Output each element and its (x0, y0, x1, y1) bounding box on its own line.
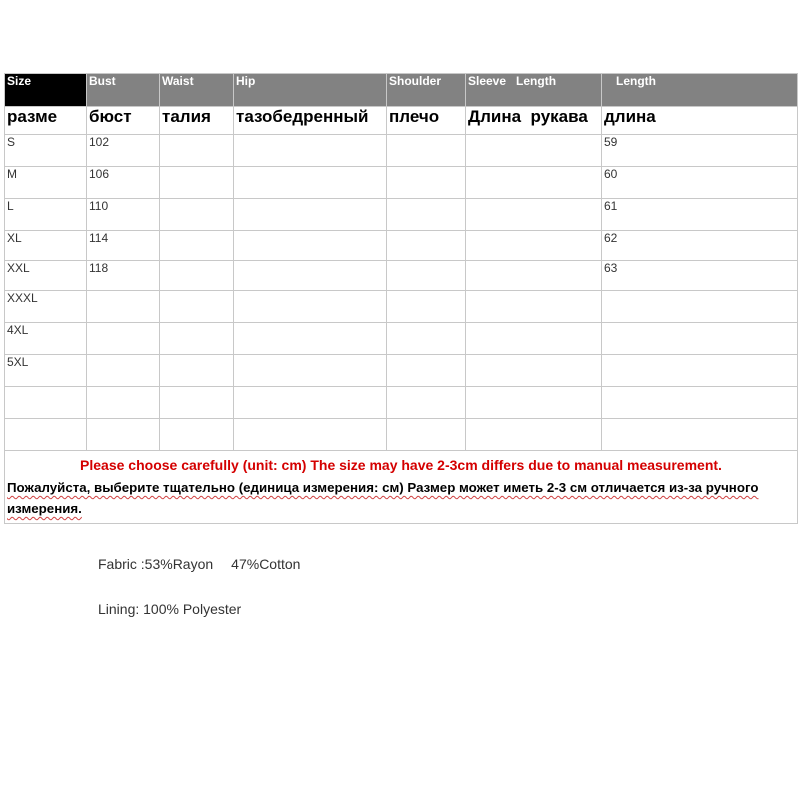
cell-waist (160, 167, 234, 199)
table-row (5, 355, 798, 387)
cell-sleeve-length (466, 135, 602, 167)
header-length: Length (602, 74, 798, 107)
cell-bust (87, 323, 160, 355)
cell-length (602, 419, 798, 451)
note-cell (5, 451, 798, 524)
cell-size: S (5, 135, 87, 167)
cell-length: 62 (602, 231, 798, 261)
header-ru-shoulder: плечо (387, 107, 466, 135)
cell-waist (160, 355, 234, 387)
table-row (5, 261, 798, 291)
cell-length (602, 291, 798, 323)
cell-size: XL (5, 231, 87, 261)
cell-hip (234, 135, 387, 167)
size-chart-table (4, 73, 798, 524)
header-size: Size (5, 74, 87, 107)
cell-shoulder (387, 261, 466, 291)
cell-sleeve-length (466, 355, 602, 387)
cell-bust (87, 355, 160, 387)
cell-hip (234, 355, 387, 387)
cell-waist (160, 291, 234, 323)
header-bust: Bust (87, 74, 160, 107)
cell-bust (87, 387, 160, 419)
cell-length: 60 (602, 167, 798, 199)
cell-shoulder (387, 291, 466, 323)
cell-bust: 102 (87, 135, 160, 167)
table-row (5, 387, 798, 419)
cell-size: 4XL (5, 323, 87, 355)
cell-waist (160, 231, 234, 261)
cell-shoulder (387, 387, 466, 419)
note-row (5, 451, 798, 524)
table-row (5, 199, 798, 231)
cell-hip (234, 419, 387, 451)
header-waist: Waist (160, 74, 234, 107)
cell-sleeve-length (466, 199, 602, 231)
cell-sleeve-length (466, 387, 602, 419)
cell-shoulder (387, 231, 466, 261)
cell-length: 61 (602, 199, 798, 231)
cell-sleeve-length (466, 231, 602, 261)
header-ru-length: длина (602, 107, 798, 135)
cell-sleeve-length (466, 419, 602, 451)
cell-sleeve-length (466, 261, 602, 291)
cell-waist (160, 199, 234, 231)
cell-bust (87, 419, 160, 451)
cell-shoulder (387, 167, 466, 199)
cell-bust: 114 (87, 231, 160, 261)
cell-waist (160, 261, 234, 291)
cell-size: XXXL (5, 291, 87, 323)
header-row-russian (5, 107, 798, 135)
table-row (5, 135, 798, 167)
table-row (5, 419, 798, 451)
cell-hip (234, 323, 387, 355)
cell-size: 5XL (5, 355, 87, 387)
table-row (5, 323, 798, 355)
fabric-rayon: Fabric :53%Rayon (98, 556, 214, 572)
cell-sleeve-length (466, 323, 602, 355)
cell-waist (160, 323, 234, 355)
cell-waist (160, 419, 234, 451)
header-ru-bust: бюст (87, 107, 160, 135)
cell-waist (160, 387, 234, 419)
table-row (5, 167, 798, 199)
cell-length (602, 355, 798, 387)
cell-size: M (5, 167, 87, 199)
cell-size (5, 387, 87, 419)
cell-bust: 110 (87, 199, 160, 231)
note-russian: Пожалуйста, выберите тщательно (единица измерения: см) Размер может иметь 2-3 см отличается из-за ручного измерения. (7, 480, 759, 516)
note-english: Please choose carefully (unit: cm) The size may have 2-3cm differs due to manual measurement. (80, 457, 722, 473)
cell-bust (87, 291, 160, 323)
cell-hip (234, 167, 387, 199)
fabric-cotton: 47%Cotton (231, 556, 301, 572)
cell-hip (234, 199, 387, 231)
cell-size: L (5, 199, 87, 231)
cell-sleeve-length (466, 291, 602, 323)
cell-bust: 118 (87, 261, 160, 291)
cell-hip (234, 261, 387, 291)
table-row (5, 231, 798, 261)
table-row (5, 291, 798, 323)
header-row-english (5, 74, 798, 107)
cell-sleeve-length (466, 167, 602, 199)
cell-length: 63 (602, 261, 798, 291)
lining-composition: Lining: 100% Polyester (98, 601, 242, 617)
cell-length (602, 387, 798, 419)
header-ru-size: разме (5, 107, 87, 135)
cell-bust: 106 (87, 167, 160, 199)
header-ru-waist: талия (160, 107, 234, 135)
cell-length (602, 323, 798, 355)
fabric-composition (98, 556, 300, 572)
header-sleeve-length: Sleeve Length (466, 74, 602, 107)
header-ru-sleeve-length: Длина рукава (466, 107, 602, 135)
cell-length: 59 (602, 135, 798, 167)
cell-shoulder (387, 135, 466, 167)
cell-shoulder (387, 199, 466, 231)
cell-size (5, 419, 87, 451)
cell-hip (234, 387, 387, 419)
cell-size: XXL (5, 261, 87, 291)
cell-shoulder (387, 323, 466, 355)
cell-shoulder (387, 419, 466, 451)
header-ru-hip: тазобедренный (234, 107, 387, 135)
header-hip: Hip (234, 74, 387, 107)
header-shoulder: Shoulder (387, 74, 466, 107)
cell-shoulder (387, 355, 466, 387)
cell-hip (234, 291, 387, 323)
cell-waist (160, 135, 234, 167)
cell-hip (234, 231, 387, 261)
